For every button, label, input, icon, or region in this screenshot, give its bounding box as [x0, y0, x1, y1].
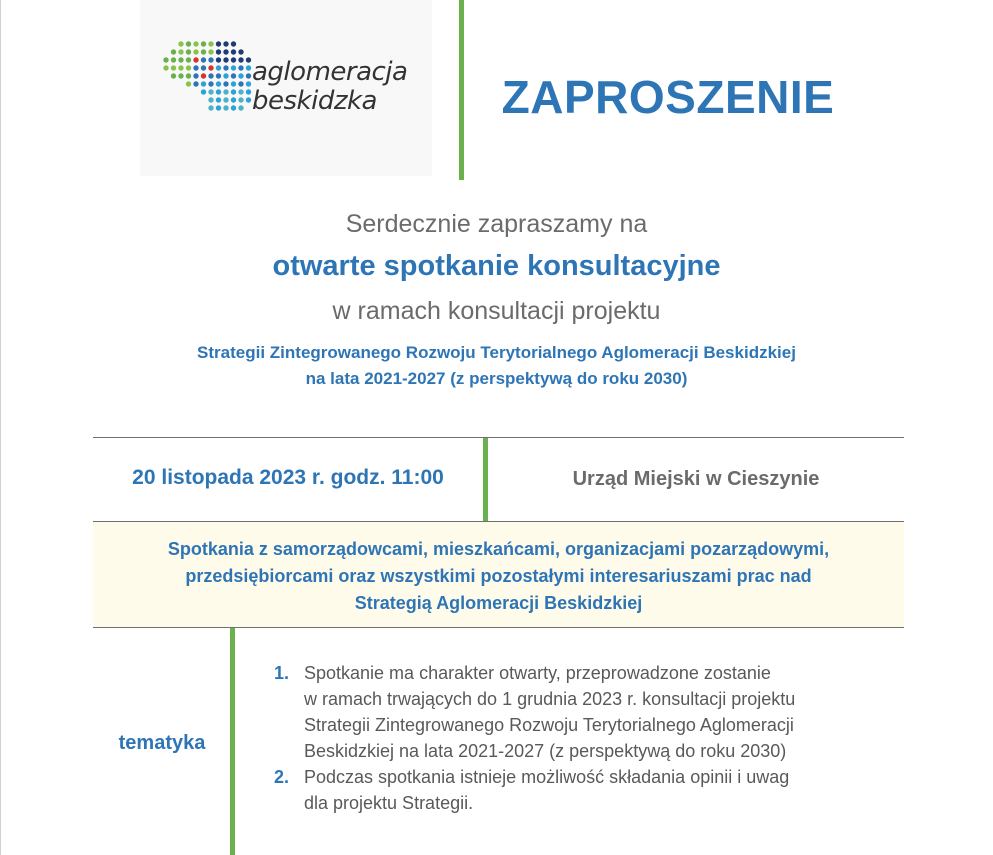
logo-dot	[186, 81, 191, 86]
list-item-line: Podczas spotkania istnieje możliwość składania opinii i uwag	[304, 767, 790, 787]
logo-dot	[193, 81, 198, 86]
logo-dot	[216, 57, 221, 62]
logo-dot	[186, 65, 191, 70]
logo-dot	[163, 57, 168, 62]
list-item-number: 1.	[274, 663, 290, 683]
logo-dot	[238, 105, 243, 110]
audience-line2: przedsiębiorcami oraz wszystkimi pozostałymi interesariuszami prac nad	[185, 566, 812, 586]
logo-dot	[216, 89, 221, 94]
audience-line3: Strategią Aglomeracji Beskidzkiej	[354, 593, 643, 613]
logo-dot	[178, 49, 183, 54]
logo-dot	[178, 41, 183, 46]
topics-list	[270, 660, 910, 816]
logo-dot	[231, 73, 236, 78]
logo-dot	[178, 57, 183, 62]
logo-dot	[171, 65, 176, 70]
logo-dot-map-icon	[162, 40, 252, 120]
logo-dot	[186, 73, 191, 78]
logo-dot	[201, 57, 206, 62]
logo-dot	[208, 49, 213, 54]
logo-dot	[216, 41, 221, 46]
logo-dot	[201, 81, 206, 86]
logo-dot	[216, 65, 221, 70]
logo-dot	[201, 41, 206, 46]
logo-dot	[193, 73, 198, 78]
logo-dot	[238, 73, 243, 78]
logo-dot	[231, 105, 236, 110]
logo-dot	[246, 81, 251, 86]
logo-text-line2: beskidzka	[252, 86, 377, 116]
logo-dot	[193, 57, 198, 62]
logo-dot	[208, 89, 213, 94]
logo-dot	[231, 81, 236, 86]
logo-dot	[186, 57, 191, 62]
logo-dot	[193, 65, 198, 70]
logo-dot	[216, 73, 221, 78]
logo-dot	[208, 41, 213, 46]
topics-divider	[230, 628, 235, 855]
intro-invite-text: Serdecznie zapraszamy na	[345, 210, 648, 238]
logo-dot	[223, 105, 228, 110]
logo-dot	[208, 81, 213, 86]
logo-dot	[193, 41, 198, 46]
logo-dot	[238, 49, 243, 54]
page-edge-line	[0, 0, 1, 855]
logo-dot	[171, 73, 176, 78]
event-place: Urząd Miejski w Cieszynie	[572, 468, 820, 490]
logo-dot	[246, 57, 251, 62]
logo-dot	[178, 73, 183, 78]
logo-dot	[231, 49, 236, 54]
logo-dot	[223, 81, 228, 86]
list-item-line: Strategii Zintegrowanego Rozwoju Terytorialnego Aglomeracji	[304, 715, 794, 735]
list-item-line: dla projektu Strategii.	[304, 793, 474, 813]
logo-dot	[201, 73, 206, 78]
logo-dot	[231, 57, 236, 62]
list-item	[270, 764, 910, 816]
logo-dot	[238, 89, 243, 94]
logo-dot	[171, 49, 176, 54]
divider-bottom	[93, 627, 904, 628]
event-date: 20 listopada 2023 r. godz. 11:00	[132, 466, 444, 489]
strategy-title-line2: na lata 2021-2027 (z perspektywą do roku 2030)	[305, 369, 688, 388]
logo-dot	[178, 65, 183, 70]
logo-text-line1: aglomeracja	[252, 57, 408, 87]
logo-dot	[186, 49, 191, 54]
list-item-line: Beskidzkiej na lata 2021-2027 (z perspektywą do roku 2030)	[304, 741, 787, 761]
logo-dot	[208, 73, 213, 78]
page-title: ZAPROSZENIE	[501, 71, 835, 123]
logo-dot	[216, 81, 221, 86]
intro-context-text: w ramach konsultacji projektu	[332, 297, 661, 325]
logo-dot	[208, 57, 213, 62]
logo-dot	[238, 57, 243, 62]
logo-dot	[246, 97, 251, 102]
intro-event-name: otwarte spotkanie konsultacyjne	[272, 250, 721, 282]
topics-label: tematyka	[118, 732, 206, 754]
logo-dot	[201, 89, 206, 94]
logo-dot	[231, 97, 236, 102]
logo-dot	[223, 73, 228, 78]
strategy-title	[0, 340, 993, 392]
logo-dot	[171, 57, 176, 62]
list-item-line: Spotkanie ma charakter otwarty, przeprowadzone zostanie	[304, 663, 771, 683]
logo-dot	[231, 65, 236, 70]
strategy-title-line1: Strategii Zintegrowanego Rozwoju Terytorialnego Aglomeracji Beskidzkiej	[197, 343, 796, 362]
logo-dot	[186, 41, 191, 46]
audience-text	[93, 536, 904, 617]
logo-area	[140, 0, 432, 176]
audience-line1: Spotkania z samorządowcami, mieszkańcami, organizacjami pozarządowymi,	[167, 539, 830, 559]
logo-dot	[223, 65, 228, 70]
logo-dot	[223, 97, 228, 102]
list-item-number: 2.	[274, 767, 290, 787]
logo-dot	[246, 65, 251, 70]
list-item-line: w ramach trwających do 1 grudnia 2023 r. konsultacji projektu	[304, 689, 796, 709]
logo-dot	[223, 49, 228, 54]
logo-dot	[208, 97, 213, 102]
logo-dot	[223, 41, 228, 46]
divider-top	[93, 437, 904, 438]
list-item	[270, 660, 910, 764]
logo-text	[252, 58, 407, 116]
logo-dot	[223, 89, 228, 94]
logo-dot	[208, 65, 213, 70]
logo-dot	[216, 49, 221, 54]
logo-dot	[201, 65, 206, 70]
logo-dot	[238, 65, 243, 70]
logo-dot	[193, 49, 198, 54]
logo-dot	[208, 105, 213, 110]
logo-dot	[246, 89, 251, 94]
logo-dot	[216, 105, 221, 110]
logo-dot	[201, 49, 206, 54]
logo-dot	[223, 57, 228, 62]
logo-dot	[163, 65, 168, 70]
logo-dot	[216, 97, 221, 102]
logo-dot	[246, 73, 251, 78]
logo-dot	[238, 97, 243, 102]
logo-dot	[231, 89, 236, 94]
logo-dot	[231, 41, 236, 46]
logo-dot	[238, 81, 243, 86]
